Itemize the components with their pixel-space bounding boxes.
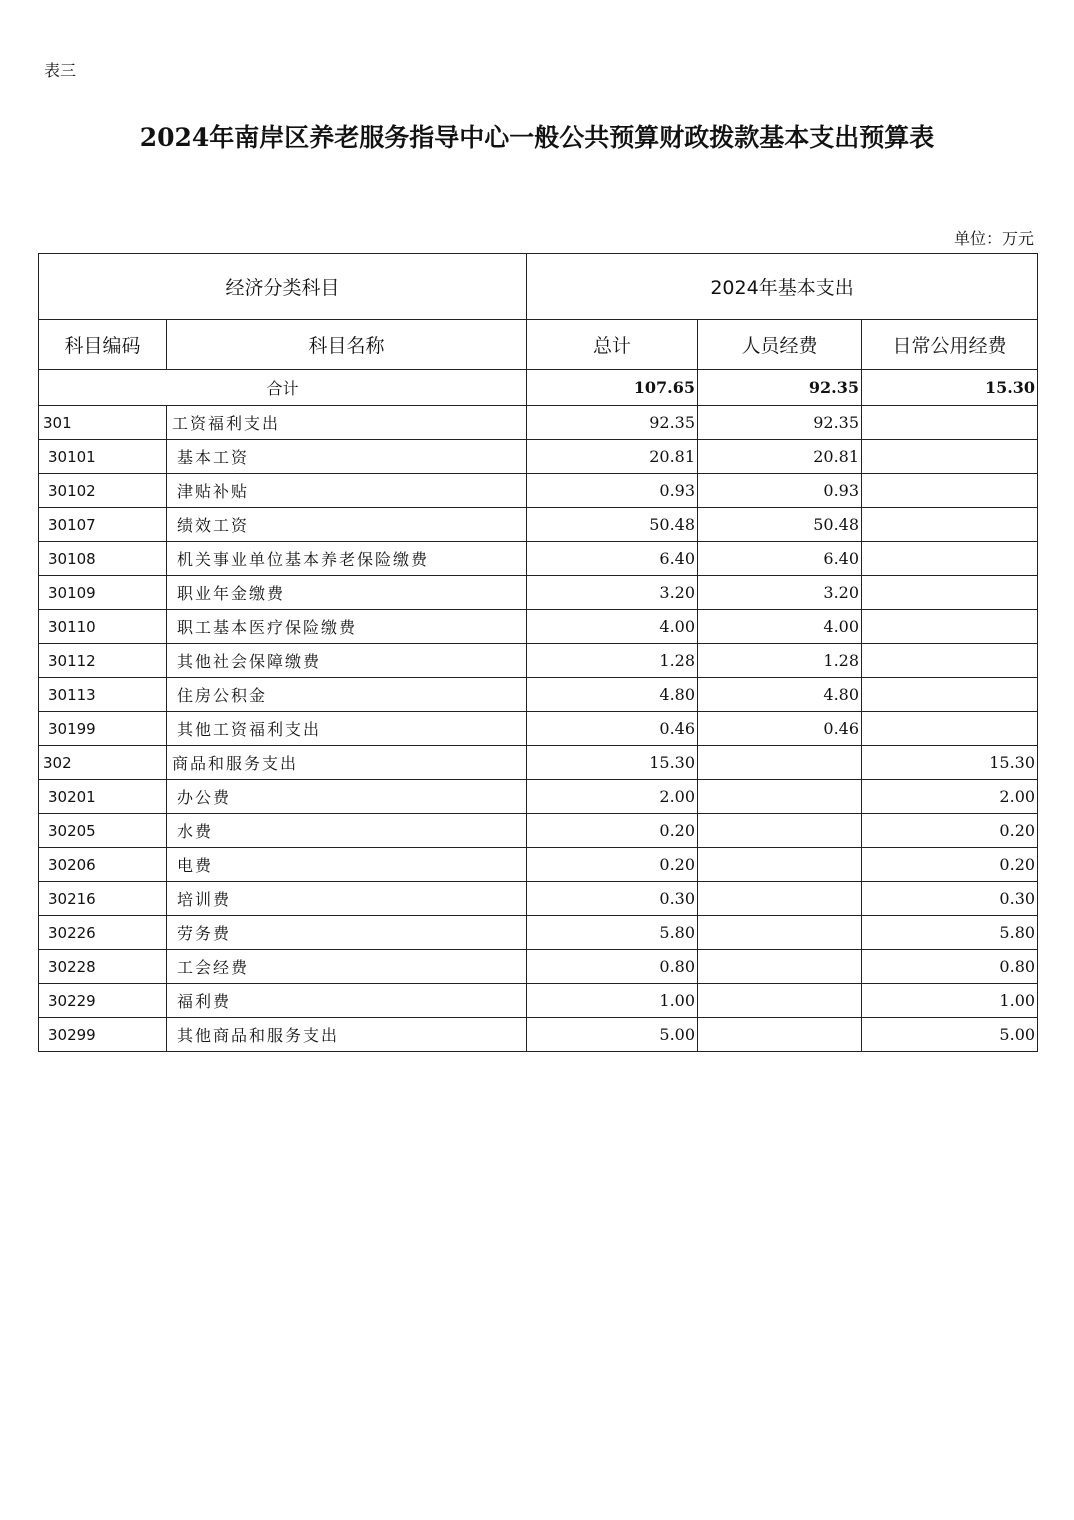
row-code: 30112 bbox=[39, 644, 167, 678]
row-personnel bbox=[698, 916, 862, 950]
table-row bbox=[39, 1018, 1038, 1052]
row-name: 机关事业单位基本养老保险缴费 bbox=[167, 542, 527, 576]
row-public: 0.20 bbox=[862, 814, 1038, 848]
row-total: 50.48 bbox=[527, 508, 698, 542]
row-total: 5.00 bbox=[527, 1018, 698, 1052]
table-row bbox=[39, 746, 1038, 780]
row-personnel: 6.40 bbox=[698, 542, 862, 576]
table-row bbox=[39, 984, 1038, 1018]
budget-table bbox=[38, 253, 1038, 1052]
row-code: 30102 bbox=[39, 474, 167, 508]
row-code: 30107 bbox=[39, 508, 167, 542]
row-name: 津贴补贴 bbox=[167, 474, 527, 508]
row-public bbox=[862, 542, 1038, 576]
row-personnel bbox=[698, 1018, 862, 1052]
row-name: 工资福利支出 bbox=[167, 406, 527, 440]
row-name: 工会经费 bbox=[167, 950, 527, 984]
row-personnel: 1.28 bbox=[698, 644, 862, 678]
row-code: 30226 bbox=[39, 916, 167, 950]
row-public: 5.00 bbox=[862, 1018, 1038, 1052]
row-public bbox=[862, 576, 1038, 610]
row-name: 福利费 bbox=[167, 984, 527, 1018]
row-name: 商品和服务支出 bbox=[167, 746, 527, 780]
row-code: 30299 bbox=[39, 1018, 167, 1052]
header-public: 日常公用经费 bbox=[862, 320, 1038, 370]
row-public bbox=[862, 610, 1038, 644]
table-row bbox=[39, 644, 1038, 678]
row-public: 0.30 bbox=[862, 882, 1038, 916]
row-total: 2.00 bbox=[527, 780, 698, 814]
row-name: 电费 bbox=[167, 848, 527, 882]
total-total: 107.65 bbox=[527, 370, 698, 406]
row-total: 0.46 bbox=[527, 712, 698, 746]
row-total: 4.00 bbox=[527, 610, 698, 644]
header-row-columns bbox=[39, 320, 1038, 370]
row-public bbox=[862, 644, 1038, 678]
row-total: 0.20 bbox=[527, 814, 698, 848]
row-code: 30206 bbox=[39, 848, 167, 882]
row-public bbox=[862, 678, 1038, 712]
row-total: 4.80 bbox=[527, 678, 698, 712]
row-public bbox=[862, 474, 1038, 508]
table-row bbox=[39, 678, 1038, 712]
row-public: 2.00 bbox=[862, 780, 1038, 814]
row-name: 其他商品和服务支出 bbox=[167, 1018, 527, 1052]
row-name: 其他工资福利支出 bbox=[167, 712, 527, 746]
row-public: 15.30 bbox=[862, 746, 1038, 780]
row-total: 5.80 bbox=[527, 916, 698, 950]
table-row bbox=[39, 542, 1038, 576]
row-name: 住房公积金 bbox=[167, 678, 527, 712]
row-total: 3.20 bbox=[527, 576, 698, 610]
row-total: 15.30 bbox=[527, 746, 698, 780]
row-personnel: 3.20 bbox=[698, 576, 862, 610]
row-total: 0.93 bbox=[527, 474, 698, 508]
row-public: 0.20 bbox=[862, 848, 1038, 882]
table-row bbox=[39, 406, 1038, 440]
row-public: 1.00 bbox=[862, 984, 1038, 1018]
row-code: 30110 bbox=[39, 610, 167, 644]
row-total: 1.28 bbox=[527, 644, 698, 678]
row-public bbox=[862, 440, 1038, 474]
table-row bbox=[39, 610, 1038, 644]
table-row bbox=[39, 950, 1038, 984]
row-public bbox=[862, 508, 1038, 542]
row-code: 30108 bbox=[39, 542, 167, 576]
row-personnel: 4.00 bbox=[698, 610, 862, 644]
row-total: 20.81 bbox=[527, 440, 698, 474]
table-row bbox=[39, 576, 1038, 610]
row-public: 5.80 bbox=[862, 916, 1038, 950]
row-public bbox=[862, 712, 1038, 746]
row-total: 6.40 bbox=[527, 542, 698, 576]
row-code: 30113 bbox=[39, 678, 167, 712]
row-name: 水费 bbox=[167, 814, 527, 848]
row-code: 30216 bbox=[39, 882, 167, 916]
row-code: 30228 bbox=[39, 950, 167, 984]
table-body bbox=[39, 370, 1038, 1052]
row-name: 劳务费 bbox=[167, 916, 527, 950]
row-personnel: 0.46 bbox=[698, 712, 862, 746]
row-code: 30201 bbox=[39, 780, 167, 814]
row-personnel bbox=[698, 814, 862, 848]
row-name: 绩效工资 bbox=[167, 508, 527, 542]
header-budget-year: 2024年基本支出 bbox=[527, 254, 1038, 320]
header-total: 总计 bbox=[527, 320, 698, 370]
row-personnel: 4.80 bbox=[698, 678, 862, 712]
row-name: 其他社会保障缴费 bbox=[167, 644, 527, 678]
row-code: 30109 bbox=[39, 576, 167, 610]
table-row bbox=[39, 780, 1038, 814]
row-name: 职工基本医疗保险缴费 bbox=[167, 610, 527, 644]
row-total: 1.00 bbox=[527, 984, 698, 1018]
row-personnel bbox=[698, 746, 862, 780]
row-code: 30229 bbox=[39, 984, 167, 1018]
row-public: 0.80 bbox=[862, 950, 1038, 984]
row-code: 30199 bbox=[39, 712, 167, 746]
row-personnel bbox=[698, 780, 862, 814]
row-total: 0.20 bbox=[527, 848, 698, 882]
row-name: 基本工资 bbox=[167, 440, 527, 474]
table-row bbox=[39, 848, 1038, 882]
header-row-group bbox=[39, 254, 1038, 320]
row-total: 0.30 bbox=[527, 882, 698, 916]
header-code: 科目编码 bbox=[39, 320, 167, 370]
row-total: 0.80 bbox=[527, 950, 698, 984]
row-personnel bbox=[698, 848, 862, 882]
table-row bbox=[39, 814, 1038, 848]
table-row bbox=[39, 882, 1038, 916]
row-total: 92.35 bbox=[527, 406, 698, 440]
header-name: 科目名称 bbox=[167, 320, 527, 370]
row-personnel: 20.81 bbox=[698, 440, 862, 474]
unit-label: 单位：万元 bbox=[953, 229, 1034, 248]
row-personnel: 50.48 bbox=[698, 508, 862, 542]
table-row bbox=[39, 474, 1038, 508]
table-row bbox=[39, 440, 1038, 474]
document-title: 2024年南岸区养老服务指导中心一般公共预算财政拨款基本支出预算表 bbox=[139, 123, 935, 152]
row-personnel bbox=[698, 950, 862, 984]
total-personnel: 92.35 bbox=[698, 370, 862, 406]
row-code: 30101 bbox=[39, 440, 167, 474]
row-personnel: 92.35 bbox=[698, 406, 862, 440]
row-name: 职业年金缴费 bbox=[167, 576, 527, 610]
row-personnel bbox=[698, 882, 862, 916]
row-personnel: 0.93 bbox=[698, 474, 862, 508]
table-row bbox=[39, 916, 1038, 950]
row-name: 培训费 bbox=[167, 882, 527, 916]
table-row bbox=[39, 712, 1038, 746]
row-code: 302 bbox=[39, 746, 167, 780]
table-row bbox=[39, 508, 1038, 542]
row-code: 301 bbox=[39, 406, 167, 440]
header-econ-category: 经济分类科目 bbox=[39, 254, 527, 320]
header-personnel: 人员经费 bbox=[698, 320, 862, 370]
total-label: 合计 bbox=[39, 370, 527, 406]
table-number-label: 表三 bbox=[44, 61, 77, 80]
total-public: 15.30 bbox=[862, 370, 1038, 406]
row-personnel bbox=[698, 984, 862, 1018]
total-row bbox=[39, 370, 1038, 406]
row-name: 办公费 bbox=[167, 780, 527, 814]
row-public bbox=[862, 406, 1038, 440]
row-code: 30205 bbox=[39, 814, 167, 848]
